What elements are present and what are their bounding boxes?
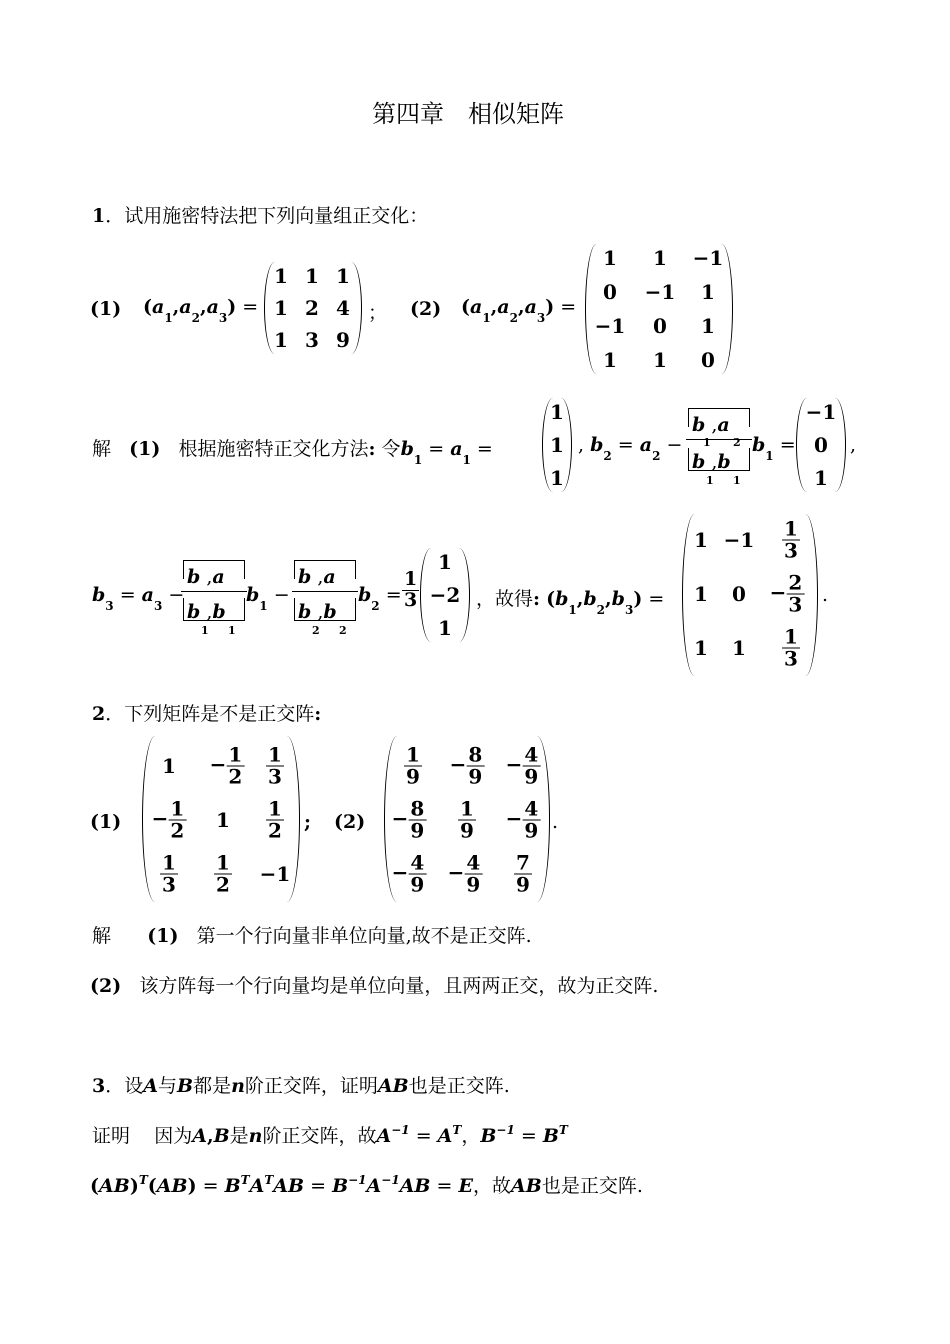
q2-prompt: 2．下列矩阵是不是正交阵: xyxy=(92,703,322,725)
q2-part1-label: (1) xyxy=(90,811,122,833)
q1-result-label: ，故得: $(b_1,b_2,b_3)$ = xyxy=(476,588,665,617)
q1-part1-label: (1) xyxy=(90,298,122,320)
q3-prompt: 3．设A与B都是n阶正交阵，证明AB也是正交阵. xyxy=(92,1075,510,1097)
q1-part1-lhs: $(a_1,a_2,a_3)$ = xyxy=(143,296,259,325)
q1-solution-intro: 解 (1) 根据施密特正交化方法: 令$b_1 = a_1$ = xyxy=(92,438,493,467)
q2-matrix-2: $\frac{1}{9}$ − $\frac{8}{9}$ − $\frac{4}{9}$ − $\frac{8}{9}$ $\frac{1}{9}$ − $\frac{4}{9}$ − $\frac{4}{9}$ − $\frac{4}{9}$ $\frac{7}{9}$ xyxy=(384,736,550,902)
q2-solution-2: (2) 该方阵每一个行向量均是单位向量，且两两正交，故为正交阵. xyxy=(90,975,659,997)
q1-result-matrix: 1 −1 $\frac{1}{3}$ 1 0 − $\frac{2}{3}$ 1 1 $\frac{1}{3}$ xyxy=(682,514,818,676)
page-title: 第四章 相似矩阵 xyxy=(372,100,564,128)
q1-part2-lhs: $(a_1,a_2,a_3)$ = xyxy=(461,296,577,325)
q3-proof-line-1: 证明 因为A,B是n阶正交阵，故$A^{-1} = A^T$，$B^{-1} = B^T$ xyxy=(92,1123,568,1147)
q1-prompt-text: ．试用施密特法把下列向量组正交化： xyxy=(105,205,429,227)
q1-part2-label: (2) xyxy=(410,298,442,320)
q2-solution-1: 解 (1) 第一个行向量非单位向量,故不是正交阵. xyxy=(92,925,532,947)
q1-b3-coefficient: $\frac{1}{3}$ xyxy=(404,568,418,611)
q1-b3-vector: 1 −2 1 xyxy=(420,548,470,642)
q1-b3-lhs: $b_3 = a_3$ − xyxy=(92,584,185,613)
q1-prompt xyxy=(92,201,428,228)
q2-matrix-1: 1 − $\frac{1}{2}$ $\frac{1}{3}$ − $\frac{1}{2}$ 1 $\frac{1}{2}$ $\frac{1}{3}$ $\frac{1}{2}$ −1 xyxy=(142,736,300,902)
q1-matrix-1: 1 1 1 1 2 4 1 3 9 xyxy=(264,262,362,354)
q1-matrix-2: 1 1 −1 0 −1 1 −1 0 1 1 1 0 xyxy=(585,244,733,374)
q3-proof-line-2: $(AB)^T(AB) = B^TA^TAB = B^{-1}A^{-1}AB = E$，故AB也是正交阵. xyxy=(90,1173,643,1197)
q1-b2-vector: −1 0 1 xyxy=(796,398,846,492)
q1-number: 1 xyxy=(92,205,106,227)
q1-b1-vector: 1 1 1 xyxy=(542,398,572,492)
q2-number: 2 xyxy=(92,703,106,725)
q2-part2-label: (2) xyxy=(334,811,366,833)
